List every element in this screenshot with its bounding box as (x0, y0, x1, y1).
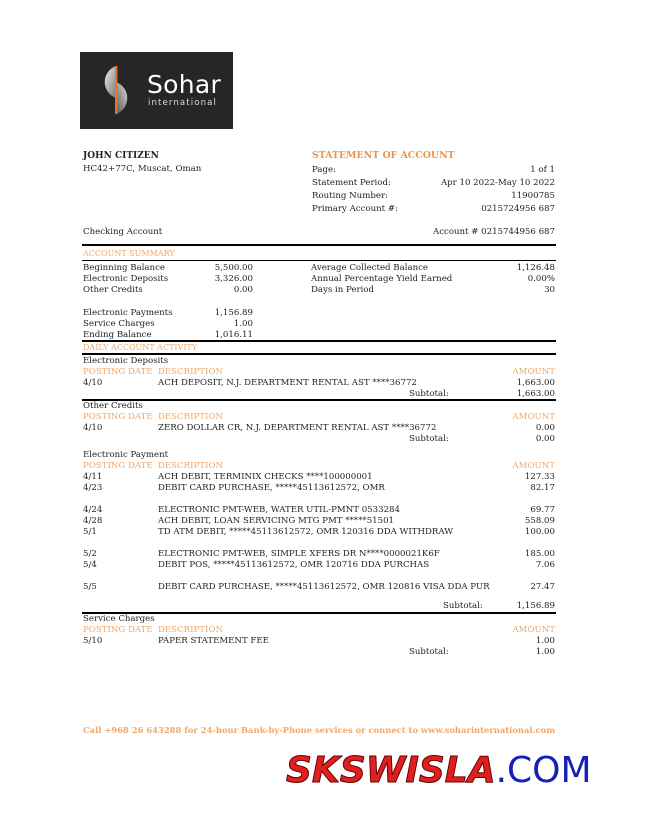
watermark-main: SKSWISLA (286, 750, 496, 791)
statement-field-primary-account (312, 203, 555, 216)
table-row: 5/5 DEBIT CARD PURCHASE, *****45113612572, OMR 120816 VISA DDA PUR 27.47 (83, 582, 555, 592)
footer-contact: Call +968 26 643288 for 24-hour Bank-by-Phone services or connect to www.soharinternational.com (83, 725, 556, 735)
table-row: 4/10 ACH DEPOSIT, N.J. DEPARTMENT RENTAL AST ****36772 1,663.00 (83, 378, 555, 388)
section-title-other-credits: Other Credits (83, 401, 143, 411)
summary-row: Other Credits 0.00 Days in Period 30 (83, 285, 555, 295)
summary-row: Electronic Deposits 3,326.00 Annual Percentage Yield Earned 0.00% (83, 274, 555, 284)
statement-field-page (312, 164, 555, 177)
column-headers: POSTING DATE DESCRIPTION AMOUNT (83, 625, 555, 635)
table-row: 4/28 ACH DEBIT, LOAN SERVICING MTG PMT *****51501 558.09 (83, 516, 555, 526)
account-summary-title: ACCOUNT SUMMARY (83, 249, 175, 258)
column-headers: POSTING DATE DESCRIPTION AMOUNT (83, 461, 555, 471)
section-title-electronic-payment: Electronic Payment (83, 450, 169, 460)
column-headers: POSTING DATE DESCRIPTION AMOUNT (83, 367, 555, 377)
watermark (286, 750, 592, 791)
account-number: Account # 0215744956 687 (432, 227, 555, 237)
section-title-service-charges: Service Charges (83, 614, 155, 624)
summary-row: Electronic Payments 1,156.89 (83, 308, 253, 318)
bank-logo (80, 52, 233, 129)
statement-info (312, 164, 555, 216)
section-title-electronic-deposits: Electronic Deposits (83, 356, 169, 366)
field-label: Statement Period: (312, 178, 391, 188)
account-type: Checking Account (83, 227, 163, 237)
watermark-tld: COM (507, 750, 592, 791)
field-value: Apr 10 2022-May 10 2022 (440, 178, 555, 188)
watermark-dot: . (495, 750, 508, 791)
table-row: 5/4 DEBIT POS, *****45113612572, OMR 120716 DDA PURCHAS 7.06 (83, 560, 555, 570)
customer-address: HC42+77C, Muscat, Oman (83, 164, 202, 174)
divider (82, 260, 556, 261)
customer-name: JOHN CITIZEN (83, 151, 159, 161)
divider (82, 353, 556, 355)
subtotal-row: Subtotal: 1,156.89 (443, 601, 555, 611)
statement-title: STATEMENT OF ACCOUNT (312, 150, 455, 161)
field-value: 11900785 (511, 191, 555, 201)
table-row: 4/24 ELECTRONIC PMT-WEB, WATER UTIL-PMNT 0533284 69.77 (83, 505, 555, 515)
sohar-logo-mark-icon (97, 64, 135, 116)
table-row: 5/1 TD ATM DEBIT, *****45113612572, OMR 120316 DDA WITHDRAW 100.00 (83, 527, 555, 537)
field-label: Page: (312, 165, 337, 175)
statement-field-routing (312, 190, 555, 203)
table-row: 4/10 ZERO DOLLAR CR, N.J. DEPARTMENT RENTAL AST ****36772 0.00 (83, 423, 555, 433)
column-headers: POSTING DATE DESCRIPTION AMOUNT (83, 412, 555, 422)
table-row: 5/10 PAPER STATEMENT FEE 1.00 (83, 636, 555, 646)
daily-activity-title: DAILY ACCOUNT ACTIVITY (83, 343, 198, 352)
field-label: Primary Account #: (312, 204, 398, 214)
subtotal-row: Subtotal: 1,663.00 (409, 389, 555, 399)
statement-field-period (312, 177, 555, 190)
subtotal-row: Subtotal: 1.00 (409, 647, 555, 657)
field-value: 1 of 1 (530, 165, 555, 175)
summary-row: Beginning Balance 5,500.00 Average Collected Balance 1,126.48 (83, 263, 555, 273)
subtotal-row: Subtotal: 0.00 (409, 434, 555, 444)
divider (82, 244, 556, 246)
logo-subtitle: international (148, 98, 218, 108)
field-label: Routing Number: (312, 191, 388, 201)
table-row: 5/2 ELECTRONIC PMT-WEB, SIMPLE XFERS DR N****0000021K6F 185.00 (83, 549, 555, 559)
table-row: 4/11 ACH DEBIT, TERMINIX CHECKS ****100000001 127.33 (83, 472, 555, 482)
table-row: 4/23 DEBIT CARD PURCHASE, *****45113612572, OMR 82.17 (83, 483, 555, 493)
account-line (83, 227, 555, 238)
field-value: 0215724956 687 (481, 204, 555, 214)
summary-row: Ending Balance 1,016.11 (83, 330, 253, 340)
logo-name: Sohar (147, 70, 222, 99)
summary-row: Service Charges 1.00 (83, 319, 253, 329)
